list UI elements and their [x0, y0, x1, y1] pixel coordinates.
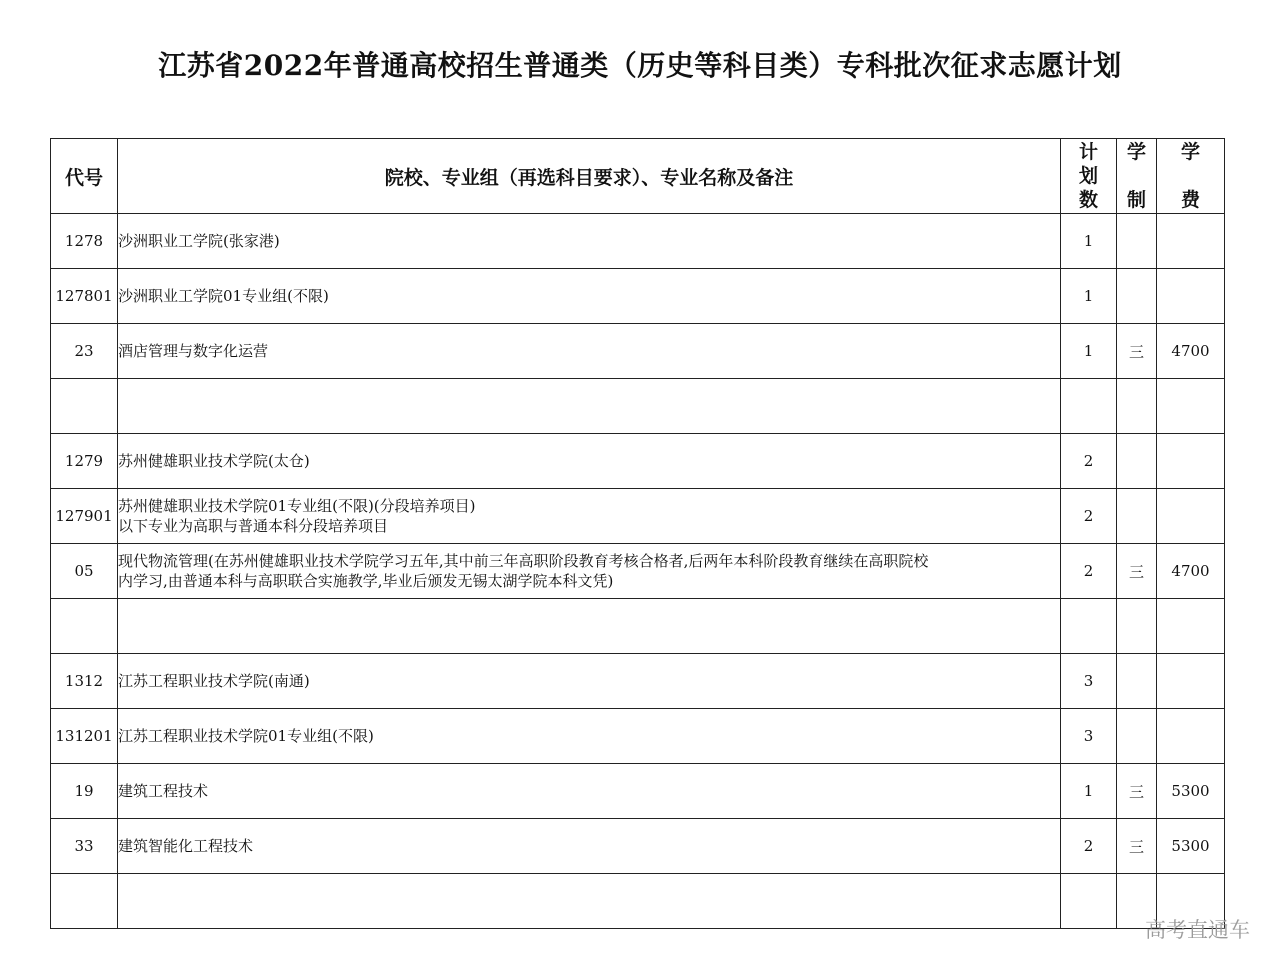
cell-plan: 2 — [1061, 544, 1117, 599]
header-fee: 学 费 — [1157, 139, 1225, 214]
cell-name-line1: 建筑工程技术 — [118, 782, 209, 800]
cell-duration — [1117, 599, 1157, 654]
cell-plan: 2 — [1061, 819, 1117, 874]
cell-duration — [1117, 269, 1157, 324]
cell-duration: 三 — [1117, 819, 1157, 874]
cell-fee — [1157, 214, 1225, 269]
cell-fee — [1157, 269, 1225, 324]
cell-name — [118, 544, 1061, 599]
table-row — [51, 874, 1225, 929]
cell-name — [118, 434, 1061, 489]
page-title: 江苏省2022年普通高校招生普通类（历史等科目类）专科批次征求志愿计划 — [158, 49, 1122, 82]
cell-name-line1: 江苏工程职业技术学院(南通) — [118, 672, 310, 690]
cell-name-line1: 酒店管理与数字化运营 — [118, 342, 269, 360]
table-row — [51, 544, 1225, 599]
cell-name-line1: 江苏工程职业技术学院01专业组(不限) — [118, 727, 374, 745]
cell-name-line1: 沙洲职业工学院(张家港) — [118, 232, 280, 250]
header-name: 院校、专业组（再选科目要求）、专业名称及备注 — [118, 139, 1061, 214]
header-row — [51, 139, 1225, 214]
cell-plan: 3 — [1061, 654, 1117, 709]
cell-name-line1: 苏州健雄职业技术学院01专业组(不限)(分段培养项目) — [118, 497, 476, 515]
cell-code: 33 — [51, 819, 118, 874]
cell-duration — [1117, 214, 1157, 269]
cell-fee — [1157, 709, 1225, 764]
table-row — [51, 434, 1225, 489]
cell-name — [118, 599, 1061, 654]
table-row — [51, 654, 1225, 709]
cell-duration — [1117, 489, 1157, 544]
cell-name-line1: 建筑智能化工程技术 — [118, 837, 254, 855]
cell-name-line1: 苏州健雄职业技术学院(太仓) — [118, 452, 310, 470]
cell-name — [118, 874, 1061, 929]
table-row — [51, 324, 1225, 379]
cell-fee — [1157, 599, 1225, 654]
cell-code: 1278 — [51, 214, 118, 269]
table-row — [51, 379, 1225, 434]
cell-name — [118, 489, 1061, 544]
cell-plan — [1061, 379, 1117, 434]
cell-duration — [1117, 709, 1157, 764]
cell-plan: 1 — [1061, 324, 1117, 379]
cell-code — [51, 599, 118, 654]
cell-code: 1312 — [51, 654, 118, 709]
cell-name — [118, 654, 1061, 709]
cell-fee — [1157, 489, 1225, 544]
cell-code: 127901 — [51, 489, 118, 544]
table-row — [51, 819, 1225, 874]
cell-fee — [1157, 379, 1225, 434]
cell-plan: 1 — [1061, 269, 1117, 324]
cell-name-line2: 以下专业为高职与普通本科分段培养项目 — [118, 517, 389, 535]
cell-duration: 三 — [1117, 324, 1157, 379]
cell-fee: 4700 — [1157, 544, 1225, 599]
cell-name — [118, 269, 1061, 324]
cell-plan: 2 — [1061, 434, 1117, 489]
cell-fee: 5300 — [1157, 819, 1225, 874]
table-row — [51, 269, 1225, 324]
cell-name — [118, 379, 1061, 434]
cell-name-line1: 沙洲职业工学院01专业组(不限) — [118, 287, 329, 305]
table-row — [51, 214, 1225, 269]
cell-name — [118, 324, 1061, 379]
cell-duration — [1117, 379, 1157, 434]
cell-duration: 三 — [1117, 544, 1157, 599]
cell-code — [51, 874, 118, 929]
cell-name — [118, 709, 1061, 764]
header-code: 代号 — [51, 139, 118, 214]
cell-duration — [1117, 434, 1157, 489]
cell-code: 19 — [51, 764, 118, 819]
table-row — [51, 709, 1225, 764]
cell-code — [51, 379, 118, 434]
table-row — [51, 489, 1225, 544]
cell-plan: 2 — [1061, 489, 1117, 544]
cell-plan: 1 — [1061, 214, 1117, 269]
cell-name — [118, 214, 1061, 269]
watermark: 高考直通车 — [1145, 918, 1250, 942]
cell-plan: 1 — [1061, 764, 1117, 819]
table-row — [51, 764, 1225, 819]
table-row — [51, 599, 1225, 654]
header-duration: 学 制 — [1117, 139, 1157, 214]
cell-name — [118, 819, 1061, 874]
cell-plan: 3 — [1061, 709, 1117, 764]
cell-code: 127801 — [51, 269, 118, 324]
cell-code: 1279 — [51, 434, 118, 489]
cell-fee: 4700 — [1157, 324, 1225, 379]
cell-code: 23 — [51, 324, 118, 379]
cell-code: 05 — [51, 544, 118, 599]
plan-table — [50, 138, 1225, 929]
cell-fee: 5300 — [1157, 764, 1225, 819]
cell-name — [118, 764, 1061, 819]
cell-fee — [1157, 434, 1225, 489]
cell-fee — [1157, 654, 1225, 709]
cell-duration: 三 — [1117, 764, 1157, 819]
cell-plan — [1061, 599, 1117, 654]
cell-plan — [1061, 874, 1117, 929]
header-plan: 计 划 数 — [1061, 139, 1117, 214]
cell-name-line2: 内学习,由普通本科与高职联合实施教学,毕业后颁发无锡太湖学院本科文凭) — [118, 572, 614, 590]
cell-duration — [1117, 654, 1157, 709]
cell-code: 131201 — [51, 709, 118, 764]
cell-name-line1: 现代物流管理(在苏州健雄职业技术学院学习五年,其中前三年高职阶段教育考核合格者,后两年本科阶段教育继续在高职院校 — [118, 552, 929, 570]
